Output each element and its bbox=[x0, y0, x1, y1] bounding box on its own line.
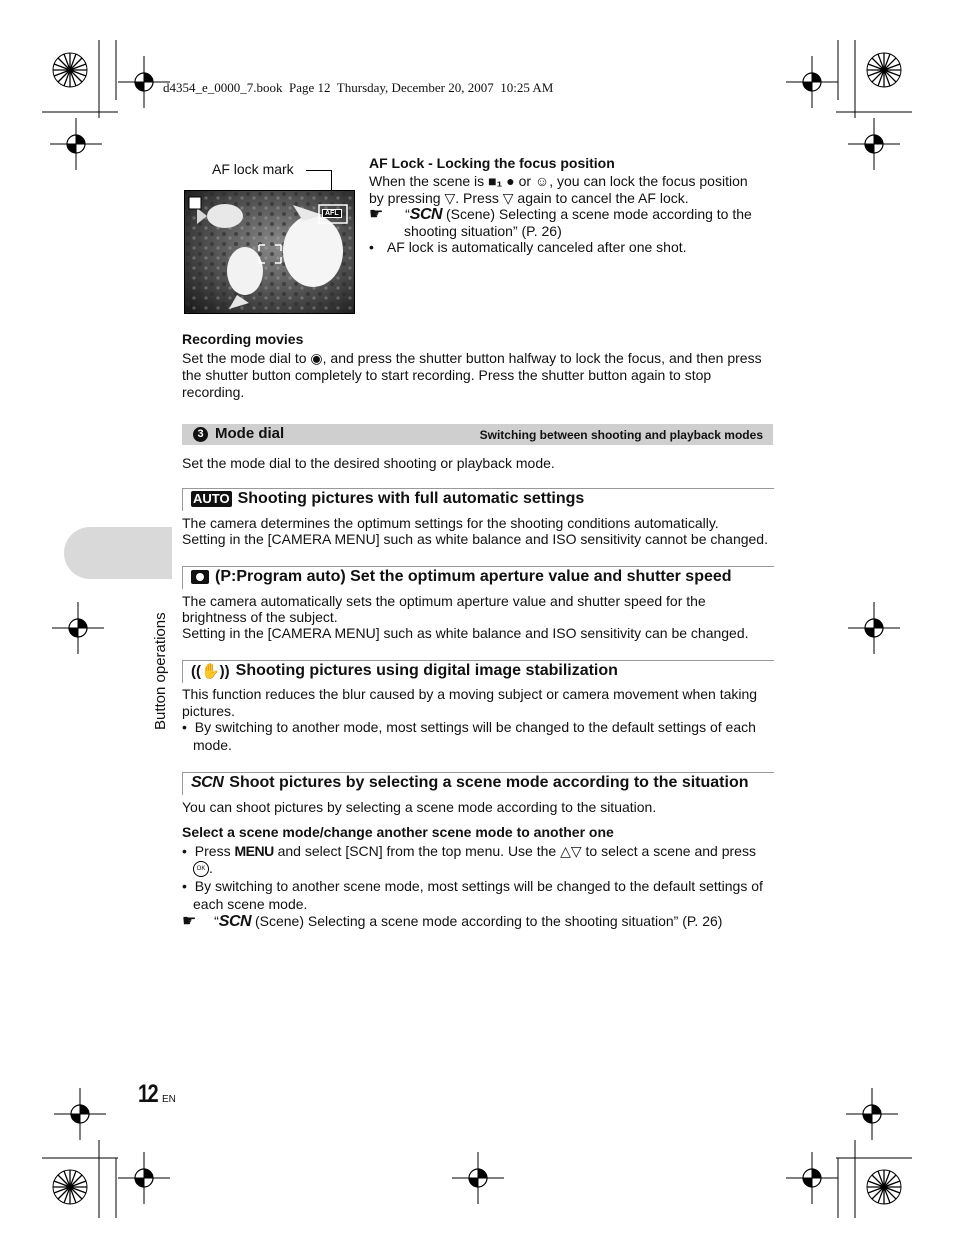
scn-icon: SCN bbox=[409, 206, 443, 223]
auto-line-1: The camera determines the optimum settings for the shooting conditions automatically. bbox=[182, 515, 719, 531]
af-lock-line-2-a: by pressing bbox=[369, 190, 441, 206]
program-line-3: Setting in the [CAMERA MENU] such as white balance and ISO sensitivity can be changed. bbox=[182, 625, 749, 641]
bullet-dot: • bbox=[182, 878, 187, 894]
mode-dial-intro: Set the mode dial to the desired shooting or playback mode. bbox=[182, 455, 555, 471]
recording-movies-line-1 bbox=[182, 350, 762, 367]
auto-mode-icon: AUTO bbox=[193, 491, 230, 506]
scene-ref-open: “ bbox=[214, 913, 219, 929]
scene-title: Shoot pictures by selecting a scene mode according to the situation bbox=[229, 774, 749, 791]
afl-badge: AFL bbox=[322, 209, 342, 218]
scn-icon: SCN bbox=[191, 774, 224, 791]
bullet-dot: • bbox=[369, 239, 374, 255]
stabilization-line-1: This function reduces the blur caused by a moving subject or camera movement when taking bbox=[182, 686, 758, 702]
af-lock-ref-open: “ bbox=[405, 206, 410, 222]
scene-b1-b: and select [SCN] from the top menu. Use the bbox=[277, 843, 557, 859]
stabilization-title: Shooting pictures using digital image stabilization bbox=[235, 662, 618, 679]
portrait-scene-icon: ■₁ bbox=[488, 173, 503, 189]
down-arrow-icon: ▽ bbox=[502, 190, 514, 206]
stabilization-bullet bbox=[182, 719, 756, 736]
bullet-dot: • bbox=[182, 843, 187, 859]
down-arrow-icon: ▽ bbox=[444, 190, 456, 206]
af-lock-line-1-b: or bbox=[518, 173, 532, 189]
page-language: EN bbox=[162, 1094, 176, 1105]
auto-section-header bbox=[182, 488, 774, 511]
scene-reference bbox=[182, 913, 722, 930]
scene-bullet-2 bbox=[182, 878, 763, 895]
af-lock-line-2-c: again to cancel the AF lock. bbox=[517, 190, 689, 206]
menu-button-icon: MENU bbox=[234, 843, 274, 859]
program-title: (P:Program auto) Set the optimum aperture value and shutter speed bbox=[215, 568, 732, 585]
af-lock-line-2 bbox=[369, 190, 689, 207]
af-lock-line-1-c: , you can lock the focus position bbox=[549, 173, 748, 189]
scene-bullet-2-line-2: each scene mode. bbox=[193, 896, 308, 912]
scene-subhead: Select a scene mode/change another scene mode to another one bbox=[182, 824, 614, 840]
scn-icon: SCN bbox=[218, 913, 252, 930]
af-lock-bullet-text: AF lock is automatically canceled after one shot. bbox=[386, 239, 687, 255]
scene-bullet-1 bbox=[182, 843, 756, 860]
program-line-2: brightness of the subject. bbox=[182, 609, 338, 625]
movie-camera-icon: ◉ bbox=[310, 350, 323, 366]
recording-movies-line-1-a: Set the mode dial to bbox=[182, 350, 307, 366]
scene-ref-text: (Scene) Selecting a scene mode according to the shooting situation” (P. 26) bbox=[254, 913, 723, 929]
stabilization-bullet-line-2: mode. bbox=[193, 737, 232, 753]
af-lock-mark-label: AF lock mark bbox=[212, 161, 294, 177]
side-tab-background bbox=[64, 527, 172, 579]
side-tab-label: Button operations bbox=[152, 612, 169, 730]
af-lock-line-2-b: . Press bbox=[455, 190, 499, 206]
stabilization-section-header bbox=[182, 660, 774, 683]
camera-icon bbox=[191, 570, 209, 584]
af-lock-bullet bbox=[369, 239, 687, 256]
up-down-arrow-icon: △▽ bbox=[560, 843, 582, 859]
af-lock-reference-line-2: shooting situation” (P. 26) bbox=[404, 223, 562, 239]
af-lock-reference bbox=[369, 206, 752, 223]
underwater-scene-icon: ● bbox=[506, 173, 515, 189]
recording-movies-title: Recording movies bbox=[182, 331, 304, 347]
page-number: 12 bbox=[138, 1080, 158, 1108]
af-lock-title: AF Lock - Locking the focus position bbox=[369, 155, 615, 171]
recording-movies-line-3: recording. bbox=[182, 384, 245, 400]
program-section-header bbox=[182, 566, 774, 589]
mode-dial-subtitle: Switching between shooting and playback modes bbox=[479, 428, 763, 442]
scene-section-header bbox=[182, 772, 774, 795]
scene-b1-a: Press bbox=[194, 843, 231, 859]
scene-bullet-1-line-2: OK . bbox=[193, 860, 213, 877]
hand-shake-icon: ((✋)) bbox=[191, 663, 230, 680]
mode-dial-section-bar bbox=[182, 424, 773, 445]
book-header-line: d4354_e_0000_7.book Page 12 Thursday, December 20, 2007 10:25 AM bbox=[163, 80, 554, 95]
recording-movies-line-2: the shutter button completely to start recording. Press the shutter button again to stop bbox=[182, 367, 712, 383]
scene-intro: You can shoot pictures by selecting a scene mode according to the situation. bbox=[182, 799, 657, 815]
pointing-hand-icon: ☛ bbox=[182, 913, 197, 930]
af-lock-line-1 bbox=[369, 173, 748, 190]
stabilization-bullet-1: By switching to another mode, most settings will be changed to the default settings of each bbox=[194, 719, 756, 735]
auto-line-2: Setting in the [CAMERA MENU] such as white balance and ISO sensitivity cannot be changed. bbox=[182, 531, 768, 547]
section-number-badge: 3 bbox=[193, 427, 208, 442]
recording-movies-line-1-b: , and press the shutter button halfway to lock the focus, and then press bbox=[322, 350, 762, 366]
auto-title: Shooting pictures with full automatic settings bbox=[237, 490, 585, 507]
ok-func-button-icon: OK bbox=[193, 861, 209, 877]
face-scene-icon: ☺ bbox=[534, 173, 550, 189]
af-lock-leader-line bbox=[306, 170, 332, 171]
scene-b1-c: to select a scene and press bbox=[585, 843, 756, 859]
program-line-1: The camera automatically sets the optimum aperture value and shutter speed for the bbox=[182, 593, 706, 609]
af-lock-line-1-a: When the scene is bbox=[369, 173, 485, 189]
mode-dial-title: Mode dial bbox=[215, 425, 285, 442]
bullet-dot: • bbox=[182, 719, 187, 735]
scene-b2-a: By switching to another scene mode, most settings will be changed to the default settings of bbox=[194, 878, 763, 894]
af-lock-ref-text: (Scene) Selecting a scene mode according to the bbox=[445, 206, 752, 222]
stabilization-line-2: pictures. bbox=[182, 703, 235, 719]
pointing-hand-icon: ☛ bbox=[369, 206, 384, 223]
